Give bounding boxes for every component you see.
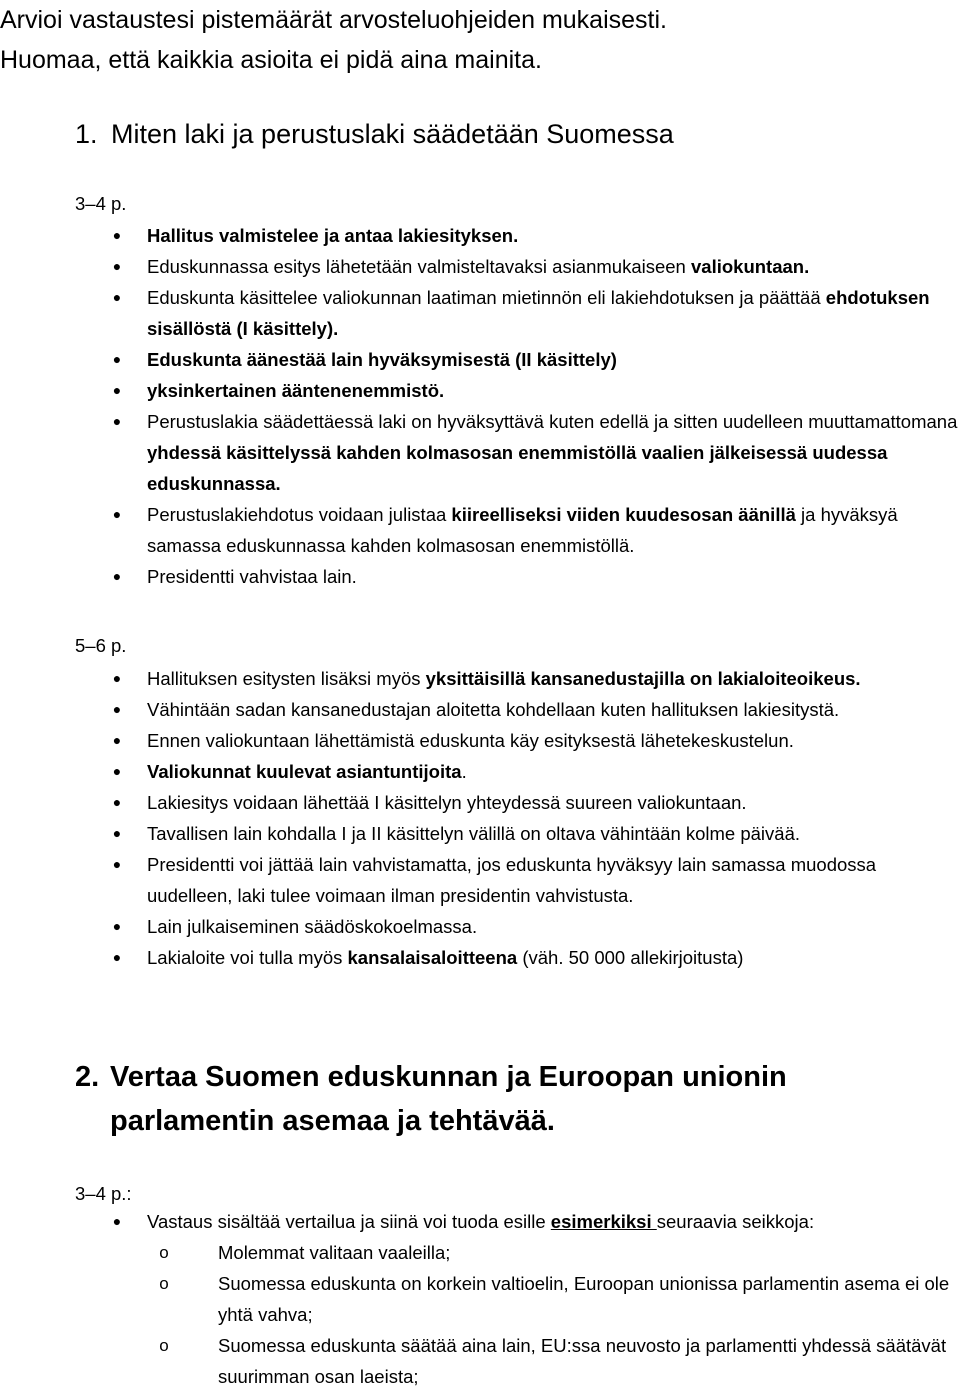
list-item — [112, 725, 960, 756]
text-segment: . — [461, 761, 467, 782]
emphasis: yhdessä käsittelyssä kahden kolmasosan enemmistöllä vaalien jälkeisessä uudessa eduskunnassa. — [147, 442, 888, 494]
list-item — [112, 499, 960, 561]
text-segment: Perustuslakia säädettäessä laki on hyväksyttävä kuten edellä ja sitten uudelleen muuttamattomana — [147, 411, 958, 432]
points-level-3-4: 3–4 p.: — [75, 1183, 132, 1204]
list-item — [112, 694, 960, 725]
list-item — [112, 282, 960, 344]
list-item — [112, 756, 960, 787]
list-item — [112, 663, 960, 694]
sub-item-text: Suomessa eduskunta säätää aina lain, EU:ssa neuvosto ja parlamentti yhdessä säätävät suurimman osan laeista; — [218, 1335, 947, 1387]
criteria-list-3-4 — [112, 220, 960, 592]
text-segment: Lakialoite voi tulla myös — [147, 947, 348, 968]
emphasis: ehdotuksen sisällöstä (I käsittely). — [147, 287, 930, 339]
list-item — [112, 787, 960, 818]
bullet-icon: ● — [112, 506, 122, 522]
list-item — [112, 1206, 960, 1237]
question-2-heading — [75, 1055, 950, 1143]
bullet-icon: ● — [112, 289, 122, 305]
sub-list-item — [159, 1330, 960, 1392]
instruction-line: Arvioi vastaustesi pistemäärät arvosteluohjeiden mukaisesti. — [0, 6, 667, 34]
bullet-icon: ● — [112, 856, 122, 872]
list-item — [112, 942, 960, 973]
sub-list-item — [159, 1268, 960, 1330]
bullet-icon: ● — [112, 670, 122, 686]
circle-bullet-icon: o — [159, 1274, 169, 1293]
list-item — [112, 561, 960, 592]
list-item — [112, 220, 960, 251]
text-segment: Tavallisen lain kohdalla I ja II käsittelyn välillä on oltava vähintään kolme päivää. — [147, 823, 801, 844]
emphasis: kansalaisaloitteena — [347, 947, 518, 968]
circle-bullet-icon: o — [159, 1336, 169, 1355]
emphasis: Valiokunnat kuulevat asiantuntijoita — [147, 761, 462, 782]
emphasis: valiokuntaan. — [691, 256, 810, 277]
question-number: 2. — [75, 1061, 100, 1093]
bullet-icon: ● — [112, 825, 122, 841]
bullet-icon: ● — [112, 701, 122, 717]
text-segment: ja hyväksyä samassa eduskunnassa kahden kolmasosan enemmistöllä. — [147, 504, 898, 556]
text-segment: seuraavia seikkoja: — [656, 1211, 815, 1232]
emphasis: yksinkertainen ääntenenemmistö. — [147, 380, 445, 401]
emphasis-underlined: esimerkiksi — [550, 1211, 657, 1232]
text-segment: Perustuslakiehdotus voidaan julistaa — [147, 504, 452, 525]
question-1-heading — [75, 114, 674, 154]
example-sublist — [159, 1237, 960, 1392]
text-segment: Hallituksen esitysten lisäksi myös — [147, 668, 426, 689]
question-title: Miten laki ja perustuslaki säädetään Suomessa — [111, 119, 674, 149]
criteria-list-5-6 — [112, 663, 960, 973]
bullet-icon: ● — [112, 1213, 122, 1229]
list-item — [112, 849, 960, 911]
list-item — [112, 375, 960, 406]
bullet-icon: ● — [112, 413, 122, 429]
bullet-icon: ● — [112, 258, 122, 274]
text-segment: Eduskunnassa esitys lähetetään valmisteltavaksi asianmukaiseen — [147, 256, 691, 277]
bullet-icon: ● — [112, 918, 122, 934]
sub-item-text: Molemmat valitaan vaaleilla; — [218, 1242, 451, 1263]
emphasis: kiireelliseksi viiden kuudesosan äänillä — [451, 504, 796, 525]
bullet-icon: ● — [112, 351, 122, 367]
bullet-icon: ● — [112, 732, 122, 748]
points-level-5-6: 5–6 p. — [75, 635, 127, 656]
criteria-list-q2 — [112, 1206, 960, 1237]
text-segment: Ennen valiokuntaan lähettämistä eduskunta käy esityksestä lähetekeskustelun. — [147, 730, 794, 751]
sub-item-text: Suomessa eduskunta on korkein valtioelin, Euroopan unionissa parlamentin asema ei ole yhtä vahva; — [218, 1273, 950, 1325]
text-segment: Eduskunta käsittelee valiokunnan laatiman mietinnön eli lakiehdotuksen ja päättää — [147, 287, 826, 308]
list-item — [112, 251, 960, 282]
question-title: Vertaa Suomen eduskunnan ja Euroopan unionin parlamentin asemaa ja tehtävää. — [110, 1061, 787, 1137]
text-segment: Vähintään sadan kansanedustajan aloitetta kohdellaan kuten hallituksen lakiesitystä. — [147, 699, 840, 720]
emphasis: yksittäisillä kansanedustajilla on lakialoiteoikeus. — [425, 668, 861, 689]
emphasis: Hallitus valmistelee ja antaa lakiesityksen. — [147, 225, 519, 246]
bullet-icon: ● — [112, 794, 122, 810]
bullet-icon: ● — [112, 763, 122, 779]
sub-list-item — [159, 1237, 960, 1268]
circle-bullet-icon: o — [159, 1243, 169, 1262]
text-segment: Presidentti voi jättää lain vahvistamatta, jos eduskunta hyväksyy lain samassa muodossa uudelleen, laki tulee voimaan ilman presidentin vahvistusta. — [147, 854, 877, 906]
bullet-icon: ● — [112, 382, 122, 398]
list-item — [112, 406, 960, 499]
list-item — [112, 911, 960, 942]
points-level-3-4: 3–4 p. — [75, 193, 127, 214]
text-segment: Lakiesitys voidaan lähettää I käsittelyn yhteydessä suureen valiokuntaan. — [147, 792, 747, 813]
instruction-line: Huomaa, että kaikkia asioita ei pidä aina mainita. — [0, 46, 542, 74]
bullet-icon: ● — [112, 568, 122, 584]
list-item — [112, 344, 960, 375]
emphasis: Eduskunta äänestää lain hyväksymisestä (II käsittely) — [147, 349, 617, 370]
text-segment: Lain julkaiseminen säädöskokoelmassa. — [147, 916, 478, 937]
text-segment: Presidentti vahvistaa lain. — [147, 566, 357, 587]
text-segment: (väh. 50 000 allekirjoitusta) — [517, 947, 744, 968]
text-segment: Vastaus sisältää vertailua ja siinä voi tuoda esille — [147, 1211, 551, 1232]
bullet-icon: ● — [112, 949, 122, 965]
list-item — [112, 818, 960, 849]
question-number: 1. — [75, 119, 98, 149]
bullet-icon: ● — [112, 227, 122, 243]
grading-instructions — [0, 0, 667, 80]
